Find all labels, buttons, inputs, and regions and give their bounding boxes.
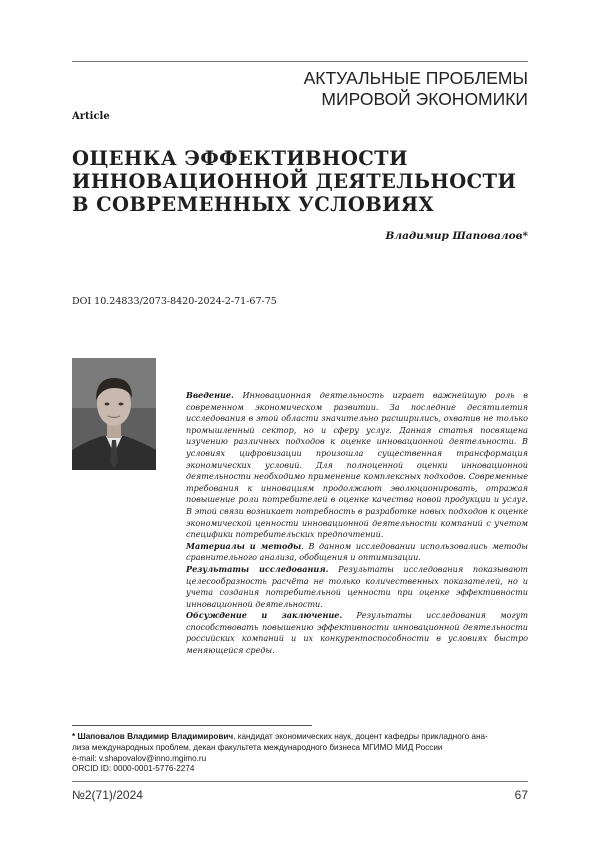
abstract-methods bbox=[186, 541, 528, 564]
issue-number: №2(71)/2024 bbox=[72, 788, 143, 802]
header-rule bbox=[72, 61, 528, 62]
author-name: Владимир Шаповалов* bbox=[385, 230, 528, 242]
abstract-results-text: Результаты исследования показывают целесообразность расчёта не только количественных показателей, но и учета создания потребительной ценности при оценке эффективности инновационной деятельности. bbox=[186, 563, 528, 609]
article-type-label: Article bbox=[72, 111, 110, 122]
abstract-introduction-text: Инновационная деятельность играет важнейшую роль в современном экономическом развитии. За последние десятилетия исследования в этой области значительно расширились, охватив не только промышленный сектор, но и сферу услуг. Данная статья посвящена изучению различных подходов к оценке инновационной деятельности. В условиях цифровизации произошла существенная трансформация экономических условий. Для полноценной оценки инновационной деятельности необходимо применение комплексных подходов. Современные требования к инновациям продолжают эволюционировать, отражая повышение роли потребителей в оценке качества новой продукции и услуг. В этой связи возникает потребность в разработке новых подходов к оценке экономической ценности инновационной деятельности компаний с учетом специфики потребительских предпочтений. bbox=[186, 390, 528, 540]
abstract-discussion-text: Результаты исследования могут способствовать повышению эффективности инновационной деятельности российских компаний и их конкурентоспособности в условиях быстро меняющейся среды. bbox=[186, 610, 528, 656]
footnote-affiliation-line2: лиза международных проблем, декан факультета международного бизнеса МГИМО МИД России bbox=[72, 742, 443, 752]
abstract bbox=[186, 390, 528, 657]
page-number: 67 bbox=[514, 788, 528, 802]
abstract-introduction-label: Введение. bbox=[186, 390, 234, 400]
footnote-affiliation-start: , кандидат экономических наук, доцент кафедры прикладного ана- bbox=[233, 732, 488, 741]
footnote-separator bbox=[72, 725, 312, 726]
abstract-discussion bbox=[186, 610, 528, 656]
abstract-results bbox=[186, 564, 528, 610]
abstract-results-label: Результаты исследования. bbox=[186, 563, 329, 574]
journal-title bbox=[300, 68, 528, 110]
article-title bbox=[72, 147, 528, 216]
abstract-methods-label: Материалы и методы bbox=[186, 540, 302, 551]
article-title-line1: ОЦЕНКА ЭФФЕКТИВНОСТИ bbox=[72, 147, 408, 170]
abstract-introduction bbox=[186, 390, 528, 541]
journal-title-line2: МИРОВОЙ ЭКОНОМИКИ bbox=[321, 89, 528, 109]
footer-rule bbox=[72, 781, 528, 782]
article-title-line2: ИННОВАЦИОННОЙ ДЕЯТЕЛЬНОСТИ bbox=[72, 170, 517, 193]
abstract-discussion-label: Обсуждение и заключение. bbox=[186, 610, 343, 621]
footnote-line1 bbox=[72, 732, 528, 743]
author-portrait-image bbox=[72, 358, 156, 470]
footnote-email: e-mail: v.shapovalov@inno.mgimo.ru bbox=[72, 753, 207, 763]
journal-title-line1: АКТУАЛЬНЫЕ ПРОБЛЕМЫ bbox=[303, 68, 528, 88]
article-title-line3: В СОВРЕМЕННЫХ УСЛОВИЯХ bbox=[72, 193, 435, 216]
doi: DOI 10.24833/2073-8420-2024-2-71-67-75 bbox=[72, 296, 277, 307]
abstract-methods-text: . В данном исследовании использовались методы сравнительного анализа, обобщения и оптимизации. bbox=[186, 540, 528, 563]
author-photo bbox=[72, 358, 156, 470]
footnote-orcid: ORCID ID: 0000-0001-5776-2274 bbox=[72, 764, 195, 774]
footnote-author-name: * Шаповалов Владимир Владимирович bbox=[72, 732, 234, 741]
author-footnote bbox=[72, 732, 528, 775]
